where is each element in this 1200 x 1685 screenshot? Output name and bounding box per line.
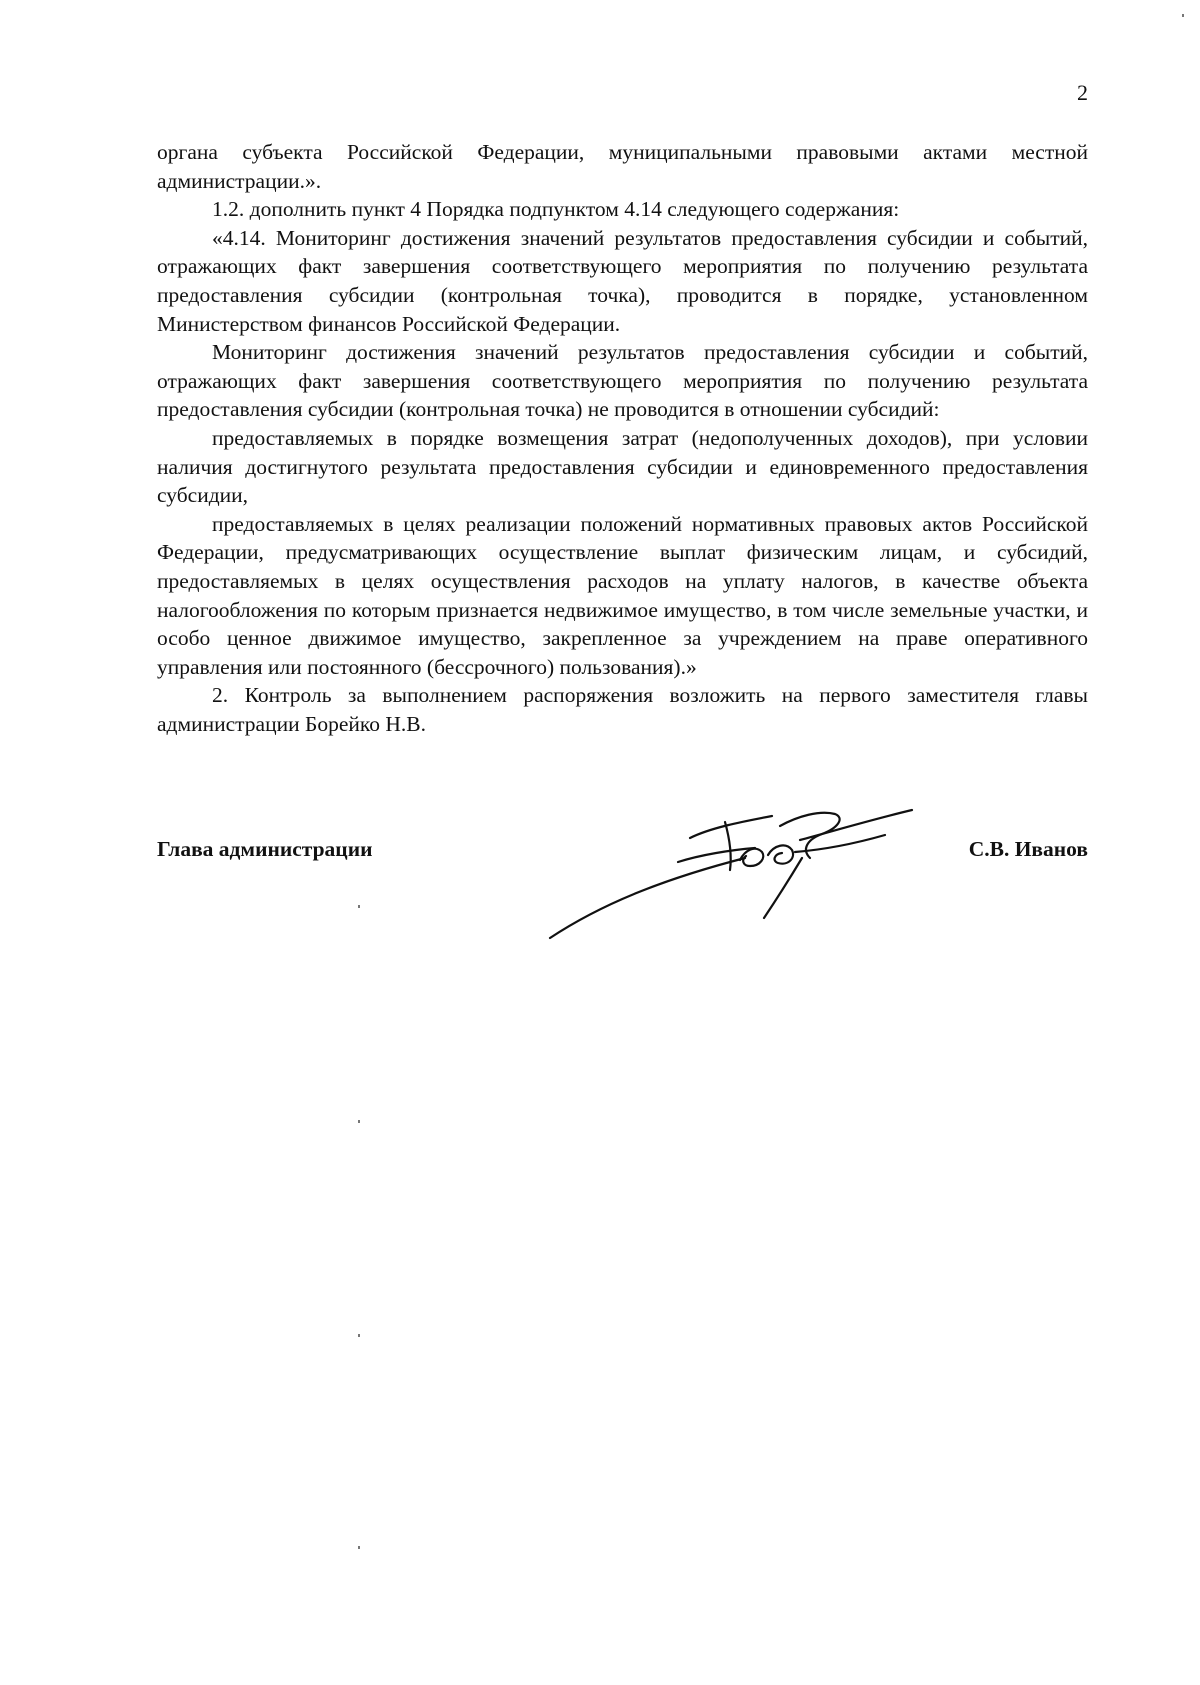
paragraph-exception-compensation: предоставляемых в порядке возмещения затрат (недополученных доходов), при условии наличия достигнутого результата предоставления субсидии и единовременного предоставления субсидии,: [157, 425, 1088, 508]
scan-speck: [358, 905, 360, 908]
paragraph-exception-regulations: предоставляемых в целях реализации положений нормативных правовых актов Российской Федерации, предусматривающих осуществление выплат физическим лицам, и субсидий, предоставляемых в целях осуществления расходов на уплату налогов, в качестве объекта налогообложения по которым признается недвижимое имущество, в том числе земельные участки, и особо ценное движимое имущество, закрепленное за учреждением на праве оперативного управления или постоянного (бессрочного) пользования).»: [157, 511, 1088, 679]
paragraph-monitoring-exception: Мониторинг достижения значений результатов предоставления субсидии и событий, отражающих факт завершения соответствующего мероприятия по получению результата предоставления субсидии (контрольная точка) не проводится в отношении субсидий:: [157, 340, 1088, 422]
paragraph-item-4-14: «4.14. Мониторинг достижения значений результатов предоставления субсидии и событий, отражающих факт завершения соответствующего мероприятия по получению результата предоставления субсидии (контрольная точка), проводится в порядке, установленном Министерством финансов Российской Федерации.: [157, 225, 1088, 336]
scan-speck: [358, 1334, 360, 1337]
scan-speck: [358, 1120, 360, 1123]
scan-speck: [1182, 14, 1184, 17]
signatory-name: С.В. Иванов: [968, 837, 1088, 861]
page-number: 2: [1077, 80, 1088, 105]
paragraph-item-1-2: 1.2. дополнить пункт 4 Порядка подпунктом 4.14 следующего содержания:: [212, 197, 900, 222]
paragraph-item-2-control: 2. Контроль за выполнением распоряжения возложить на первого заместителя главы администрации Борейко Н.В.: [157, 683, 1088, 736]
handwritten-signature: [540, 800, 920, 950]
paragraph-continuation: органа субъекта Российской Федерации, муниципальными правовыми актами местной администрации.».: [157, 140, 1088, 193]
signatory-position: Глава администрации: [157, 837, 373, 861]
document-body: [157, 138, 1088, 738]
scan-speck: [358, 1546, 360, 1549]
